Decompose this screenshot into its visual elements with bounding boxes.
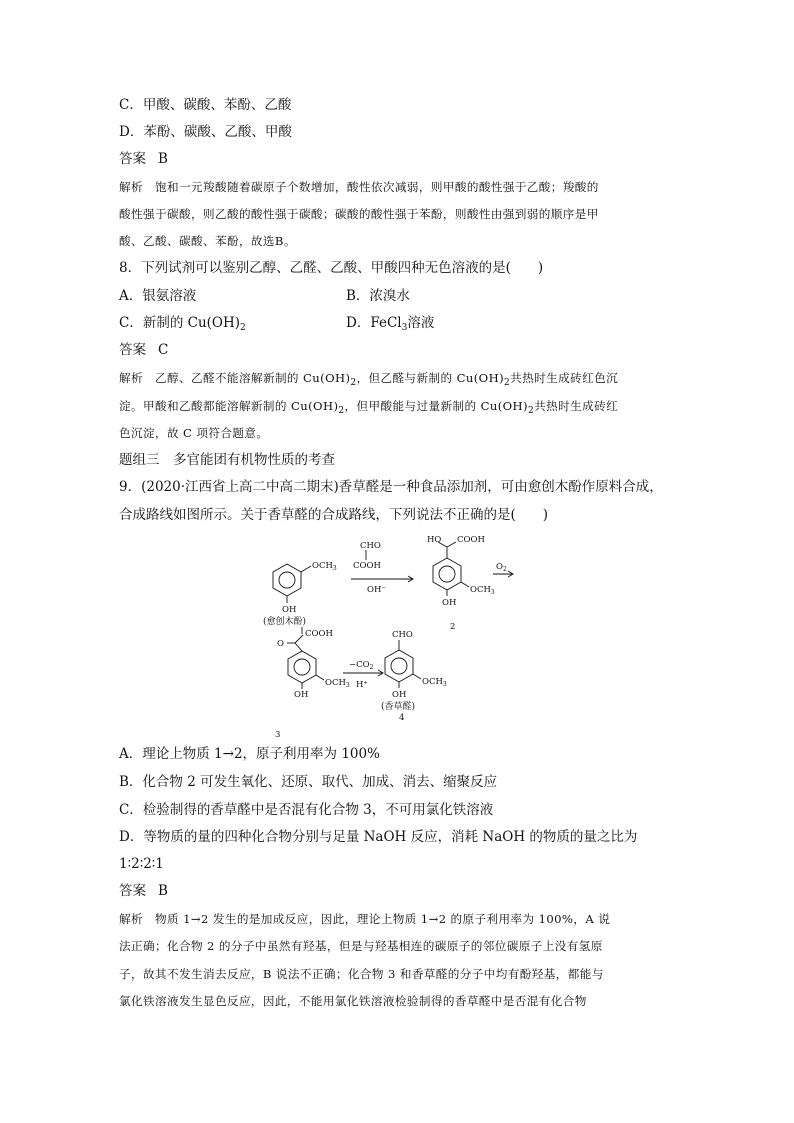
- answer-label: 答案: [119, 342, 146, 358]
- q7-option-c: C．甲酸、碳酸、苯酚、乙酸: [119, 97, 292, 113]
- q7-option-d: D．苯酚、碳酸、乙酸、甲酸: [119, 124, 292, 140]
- explanation-text: 物质 1→2 发生的是加成反应，因此，理论上物质 1→2 的原子利用率为 100%，A 说: [155, 912, 611, 926]
- option-text: 溶液: [407, 315, 435, 331]
- label-cooh-3: COOH: [305, 629, 333, 639]
- explanation-text: 共热时生成砖红: [534, 399, 619, 413]
- q9-stem-line-2: 合成路线如图所示。关于香草醛的合成路线，下列说法不正确的是( ): [119, 507, 549, 523]
- label-oh-4: OH: [392, 690, 407, 700]
- q8-option-a: A．银氨溶液: [119, 288, 197, 304]
- q8-explanation-line-1: [119, 369, 618, 387]
- compound-4-name: (香草醛): [381, 702, 416, 712]
- benzene-ring-1: [273, 564, 301, 596]
- label-och3-1: $OCH_3$: [312, 561, 337, 572]
- compound-2-number: 2: [450, 622, 456, 632]
- q8-option-d: [346, 314, 434, 332]
- q8-explanation-line-3: 色沉淀，故 C 项符合题意。: [119, 426, 269, 440]
- compound-3-number: 3: [275, 730, 281, 740]
- label-och3-2: $OCH_3$: [470, 585, 495, 596]
- explanation-text: 乙醇、乙醛不能溶解新制的 Cu(OH): [155, 371, 351, 385]
- option-text: C．新制的 Cu(OH): [119, 315, 241, 331]
- q9-explanation-line-2: 法正确；化合物 2 的分子中虽然有羟基，但是与羟基相连的碳原子的邻位碳原子上没有氢原: [119, 939, 603, 953]
- benzene-ring-3: [288, 651, 316, 683]
- aromatic-circle-2: [439, 566, 455, 582]
- benzene-ring-2: [433, 558, 461, 590]
- subscript: 2: [240, 323, 246, 333]
- aromatic-circle-4: [391, 658, 407, 674]
- explanation-text: ，但乙醛与新制的 Cu(OH): [356, 371, 504, 385]
- compound-1-name: (愈创木酚): [263, 617, 307, 627]
- benzene-ring-4: [385, 650, 413, 682]
- label-oh-3: OH: [294, 690, 309, 700]
- aromatic-circle-3: [294, 659, 310, 675]
- q8-explanation-line-2: [119, 397, 618, 415]
- q9-option-b: B．化合物 2 可发生氧化、还原、取代、加成、消去、缩聚反应: [119, 774, 498, 790]
- answer-value: B: [158, 883, 168, 899]
- label-ho-2: HO: [427, 535, 442, 545]
- q7-explanation-line-1: [119, 178, 599, 196]
- answer-value: B: [158, 151, 168, 167]
- synthesis-scheme: [255, 530, 515, 740]
- subscript: 2: [338, 406, 345, 416]
- answer-value: C: [158, 342, 169, 358]
- aromatic-circle-1: [279, 572, 295, 588]
- q8-answer: [119, 341, 168, 359]
- label-cooh-2: COOH: [457, 535, 485, 545]
- reagent-cooh: COOH: [353, 561, 381, 571]
- label-cho-4: CHO: [392, 630, 413, 640]
- subscript: 2: [350, 378, 357, 388]
- explanation-label: 解析: [119, 912, 143, 926]
- subscript: 2: [504, 378, 511, 388]
- label-och3-3: $OCH_3$: [325, 678, 350, 689]
- q9-stem-line-1: 9．(2020·江西省上高二中高二期末)香草醛是一种食品添加剂，可由愈创木酚作原料合成，: [119, 479, 663, 495]
- option-text: D．FeCl: [346, 315, 402, 331]
- q8-option-b: B．浓溴水: [346, 288, 410, 304]
- explanation-text: 共热时生成砖红色沉: [510, 371, 619, 385]
- compound-4-number: 4: [399, 713, 405, 723]
- q7-explanation-line-3: 酸、乙酸、碳酸、苯酚，故选B。: [119, 234, 296, 248]
- q9-explanation-line-1: [119, 910, 610, 928]
- q9-option-d-line-2: 1∶2∶2∶1: [119, 856, 164, 872]
- subscript: 2: [527, 406, 535, 416]
- reagent-oh-minus: OH⁻: [367, 585, 386, 595]
- explanation-label: 解析: [119, 180, 143, 194]
- explanation-text: 淀。甲酸和乙酸都能溶解新制的 Cu(OH): [119, 399, 339, 413]
- q9-explanation-line-4: 氯化铁溶液发生显色反应，因此，不能用氯化铁溶液检验制得的香草醛中是否混有化合物: [119, 994, 587, 1008]
- explanation-label: 解析: [119, 371, 143, 385]
- q9-explanation-line-3: 子，故其不发生消去反应，B 说法不正确；化合物 3 和香草醛的分子中均有酚羟基，都能与: [119, 967, 604, 981]
- subscript: 3: [401, 323, 408, 333]
- reagent-o2: $O_2$: [496, 562, 507, 573]
- reagent-h-plus: H⁺: [356, 680, 368, 690]
- q9-answer: [119, 882, 168, 900]
- label-o-3: O: [277, 639, 284, 649]
- label-oh-2: OH: [442, 598, 457, 608]
- synthesis-scheme-svg: [255, 530, 515, 740]
- q8-option-c: [119, 314, 246, 332]
- answer-label: 答案: [119, 883, 146, 899]
- label-oh-1: OH: [282, 605, 297, 615]
- q9-option-a: A．理论上物质 1→2，原子利用率为 100%: [119, 746, 380, 762]
- explanation-text: 饱和一元羧酸随着碳原子个数增加，酸性依次减弱，则甲酸的酸性强于乙酸；羧酸的: [155, 180, 599, 194]
- answer-label: 答案: [119, 151, 146, 167]
- reagent-minus-co2: $-CO_2$: [349, 660, 374, 671]
- q9-option-d-line-1: D．等物质的量的四种化合物分别与足量 NaOH 反应，消耗 NaOH 的物质的量之比为: [119, 829, 638, 845]
- q7-answer: [119, 150, 168, 168]
- q7-explanation-line-2: 酸性强于碳酸，则乙酸的酸性强于碳酸；碳酸的酸性强于苯酚，则酸性由强到弱的顺序是甲: [119, 207, 599, 221]
- section-heading: 题组三 多官能团有机物性质的考查: [119, 452, 335, 468]
- explanation-text: ，但甲酸能与过量新制的 Cu(OH): [344, 399, 528, 413]
- q9-option-c: C．检验制得的香草醛中是否混有化合物 3，不可用氯化铁溶液: [119, 802, 494, 818]
- q8-stem: 8．下列试剂可以鉴别乙醇、乙醛、乙酸、甲酸四种无色溶液的是( ): [119, 260, 544, 276]
- label-och3-4: $OCH_3$: [422, 677, 447, 688]
- reagent-cho: CHO: [360, 541, 381, 551]
